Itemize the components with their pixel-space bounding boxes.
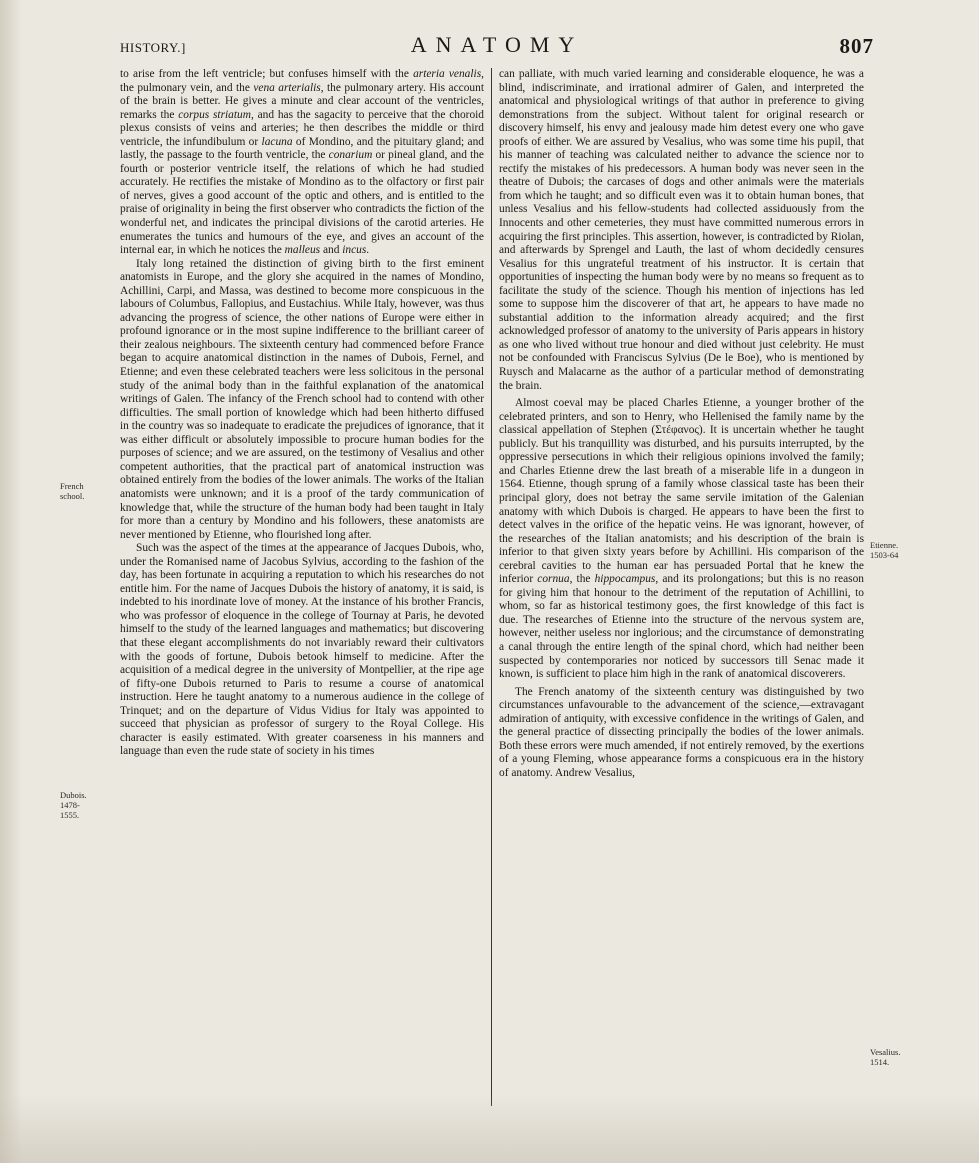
margin-note-dubois: Dubois. 1478- 1555. [60, 790, 87, 820]
page-title: ANATOMY [410, 32, 584, 57]
section-label: HISTORY.] [120, 40, 186, 55]
paragraph-vesalius: The French anatomy of the sixteenth century was distinguished by two circumstances unfavourable to the advancement of the science,—extravagant admiration of antiquity, with excessive confidence in the writings of Galen, and the general practice of dissecting principally the bodies of the lower animals. Both these errors were much amended, if not entirely removed, by the exertions of a young Fleming, whose appearance forms a conspicuous era in the history of anatomy. Andrew Vesalius, [499, 685, 864, 779]
paragraph-brain-account: to arise from the left ventricle; but confuses himself with the arteria venalis, the pulmonary vein, and the vena arterialis, the pulmonary artery. His account of the brain is better. He gives a minute and clear account of the ventricles, remarks the corpus striatum, and has the sagacity to perceive that the choroid plexus consists of veins and arteries; he then describes the middle or third ventricle, the infundibulum or lacuna of Mondino, and the pituitary gland; and lastly, the passage to the fourth ventricle, the conarium or pineal gland, and the fourth or posterior ventricle itself, the relations of which he had studied accurately. He rectifies the mistake of Mondino as to the olfactory or first pair of nerves, gives a good account of the optic and others, and is entitled to the praise of originality in being the first observer who contradicts the fiction of the wonderful net, and indicates the principal divisions of the carotid arteries. He enumerates the tunics and humours of the eye, and gives an account of the internal ear, in which he notices the malleus and incus. [120, 68, 484, 257]
left-column [120, 68, 484, 759]
paragraph-etienne: Almost coeval may be placed Charles Etienne, a younger brother of the celebrated printers, and son to Henry, who Hellenised the family name by the classical appellation of Stephen (Στέφανος). It is uncertain whether he taught publicly. But his tranquillity was disturbed, and his pursuits interrupted, by the oppressive persecutions in which their religious opinions involved the family; and Charles Etienne drew the last breath of a miserable life in a dungeon in 1564. Etienne, though sprung of a family whose classical taste has been their principal glory, does not betray the same servile imitation of the Galenian anatomy with which Dubois is charged. He appears to have been the first to detect valves in the orifice of the hepatic veins. He was ignorant, however, of the researches of the Italian anatomists; and his description of the brain is inferior to that given sixty years before by Achillini. His comparison of the cerebral cavities to the human ear has persuaded Portal that he knew the inferior cornua, the hippocampus, and its prolongations; but this is no reason for giving him that honour to the detriment of the reputation of Achillini, to whom, so far as historical testimony goes, the first knowledge of this fact is due. The researches of Etienne into the structure of the nervous system are, however, neither useless nor inglorious; and the circumstance of demonstrating a canal through the entire length of the spinal chord, which had neither been suspected by contemporaries nor noticed by successors till Senac made it known, is sufficient to place him high in the rank of anatomical discoverers. [499, 397, 864, 681]
right-column [499, 68, 864, 780]
margin-note-etienne: Etienne. 1503-64 [870, 540, 899, 560]
paragraph-dubois-continued: can palliate, with much varied learning and considerable eloquence, he was a blind, indiscriminate, and irrational admirer of Galen, and interpreted the anatomical and physiological writings of that author in preference to giving demonstrations from the subject. Without talent for original research or discovery himself, his envy and jealousy made him detest every one who gave proofs of either. We are assured by Vesalius, who was some time his pupil, that his manner of teaching was calculated neither to advance the science nor to rectify the mistakes of his predecessors. A human body was never seen in the theatre of Dubois; the carcases of dogs and other animals were the materials from which he taught; and so difficult even was it to obtain human bones, that unless Vesalius and his fellow-students had collected assiduously from the Innocents and other cemeteries, they must have committed numerous errors in acquiring the first principles. This assertion, however, is contradicted by Riolan, and afterwards by Sprengel and Lauth, the last of whom decidedly censures Vesalius for this ungrateful treatment of his instructor. It is certain that opportunities of inspecting the human body were by no means so frequent as to facilitate the study of the science. Though his mention of injections has led some to suppose him the discoverer of that art, he appears to have made no substantial addition to the information already acquired; and the first acknowledged professor of anatomy to the university of Paris appears in history as one who lived without true honour and died without just celebrity. He must not be confounded with Franciscus Sylvius (De le Boe), who is mentioned by Ruysch and Malacarne as the author of a particular method of demonstrating the brain. [499, 68, 865, 392]
margin-note-french-school: French school. [60, 481, 85, 501]
running-head [120, 32, 874, 66]
paragraph-italy-french-school: Italy long retained the distinction of giving birth to the first eminent anatomists in Europe, and the glory she acquired in the names of Mondino, Achillini, Carpi, and Massa, was destined to become more conspicuous in the labours of Columbus, Fallopius, and Eustachius. While Italy, however, was thus advancing the progress of science, the other nations of Europe were either in profound ignorance or in the most supine indifference to the brilliant career of their zealous neighbours. The sixteenth century had commenced before France began to acquire anatomical distinction in the names of Dubois, Fernel, and Etienne; and even these celebrated teachers were less solicitous in the personal study of the animal body than in the faithful explanation of the anatomical writings of Galen. The infancy of the French school had to contend with other difficulties. The small portion of knowledge which had been hitherto diffused in the country was so inadequate to eradicate the prejudices of ignorance, that it was either difficult or absolutely impossible to procure human bodies for the purposes of science; and we are assured, on the testimony of Vesalius and other competent authorities, that the practical part of anatomical instruction was obtained entirely from the bodies of the lower animals. The works of the Italian anatomists were unknown; and it is a proof of the tardy communication of knowledge that, while the structure of the human body had been taught in Italy for more than a century by Mondino and his followers, these anatomists are never mentioned by Etienne, who flourished long after. [120, 257, 484, 541]
margin-note-vesalius: Vesalius. 1514. [870, 1047, 901, 1067]
paragraph-dubois: Such was the aspect of the times at the appearance of Jacques Dubois, who, under the Romanised name of Jacobus Sylvius, according to the fashion of the day, has been fortunate in acquiring a reputation to which his researches do not entitle him. For the name of Jacques Dubois the history of anatomy, it is said, is indebted to his inordinate love of money. At the instance of his brother Francis, who was professor of eloquence in the college of Tournay at Paris, he devoted himself to the study of the learned languages and mathematics; but discovering that these elegant accomplishments do not invariably reward their cultivators with the goods of fortune, Dubois betook himself to medicine. After the acquisition of a medical degree in the university of Montpellier, at the ripe age of fifty-one Dubois returned to Paris to resume a course of anatomical instruction. Here he taught anatomy to a numerous audience in the college of Trinquet; and on the departure of Vidus Vidius for Italy was appointed to succeed that physician as professor of surgery to the Royal College. His character is easily estimated. With greater coarseness in his manners and language than even the rude state of society in his times [120, 542, 484, 758]
page-number: 807 [839, 34, 874, 58]
column-divider [491, 68, 492, 1106]
